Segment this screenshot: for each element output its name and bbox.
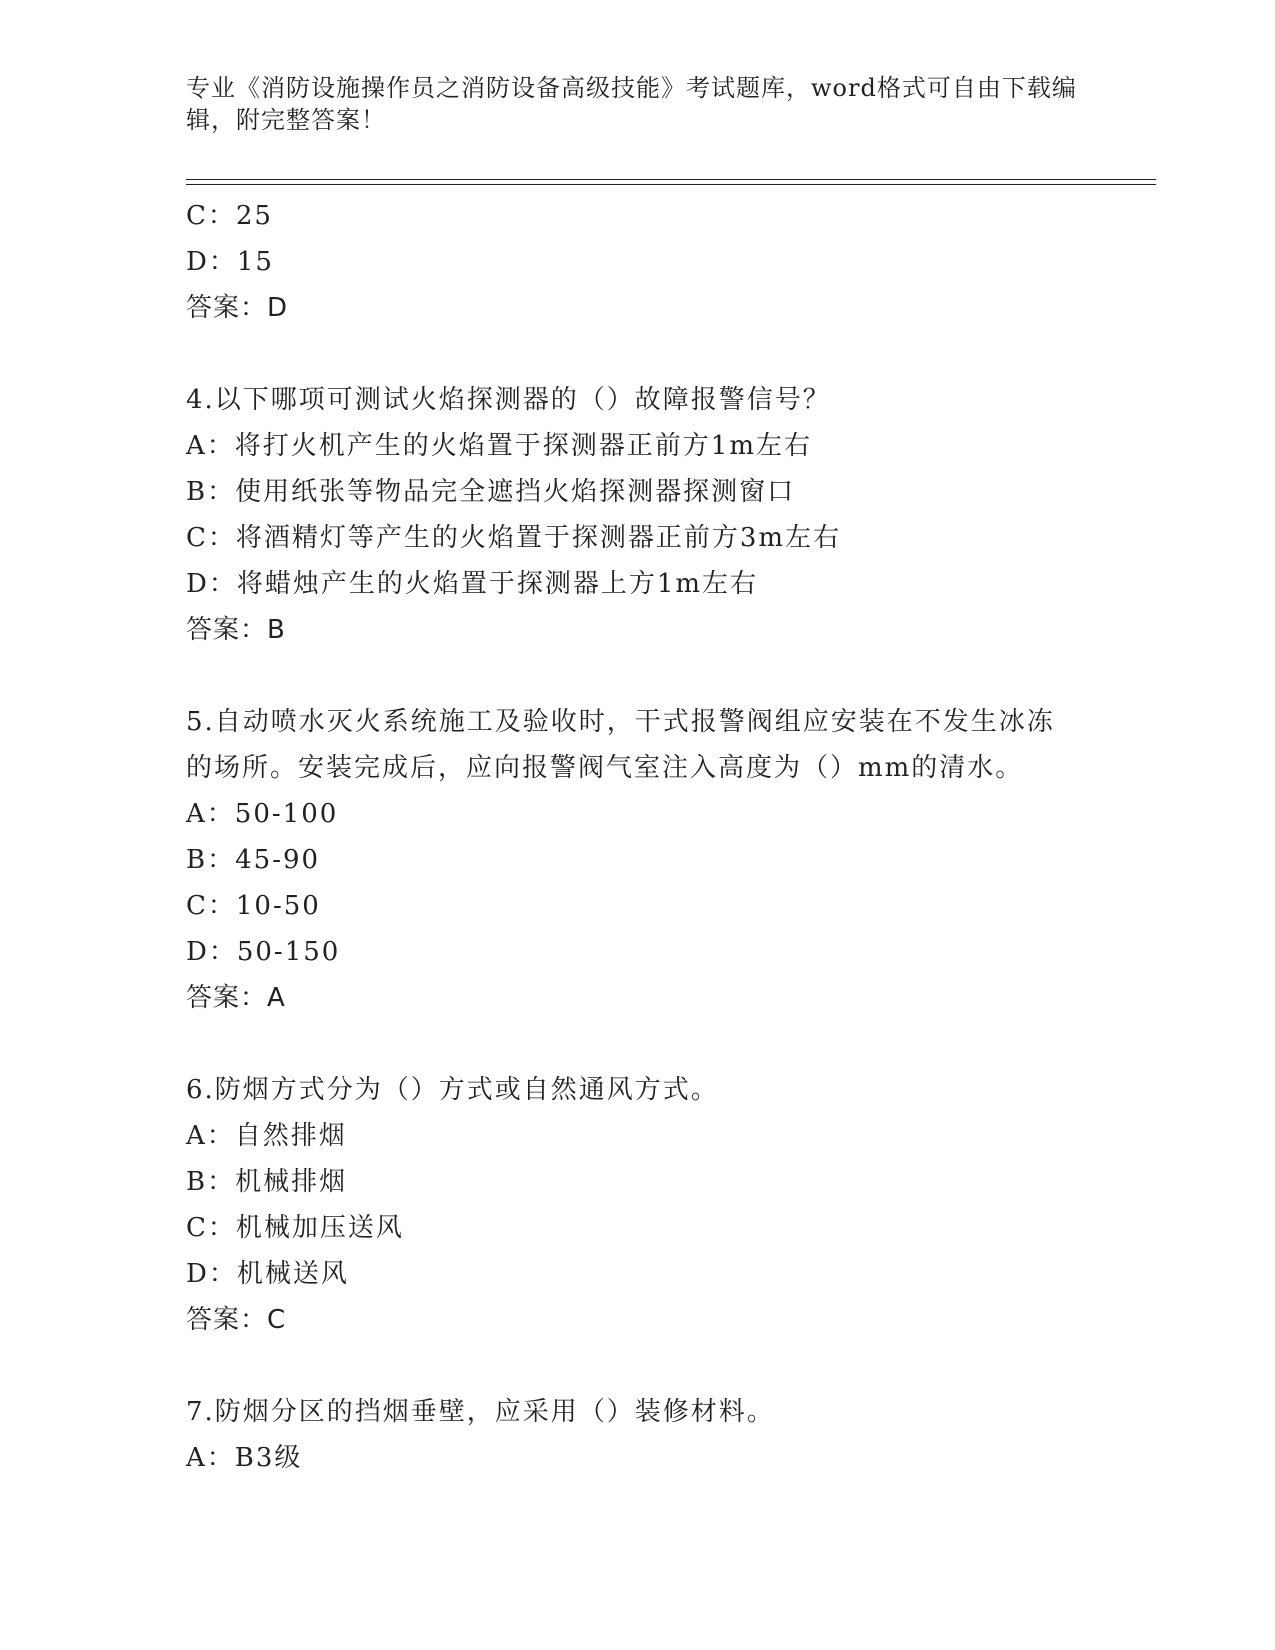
answer: 答案：A	[186, 983, 286, 1013]
option-b: B：45-90	[186, 845, 321, 875]
option-d: D：50-150	[186, 937, 341, 967]
question-text: 6.防烟方式分为（）方式或自然通风方式。	[186, 1075, 719, 1105]
option-a: A：B3级	[186, 1443, 303, 1473]
header-divider-bottom	[186, 184, 1156, 185]
option-c: C：10-50	[186, 891, 321, 921]
option-c: C：将酒精灯等产生的火焰置于探测器正前方3m左右	[186, 523, 842, 553]
document-header: 专业《消防设施操作员之消防设备高级技能》考试题库，word格式可自由下载编辑，附完整答案！	[186, 74, 1077, 134]
answer: 答案：C	[186, 1305, 287, 1335]
option-a: A：50-100	[186, 799, 339, 829]
question-5	[186, 699, 1086, 1021]
option-c: C：25	[186, 201, 273, 231]
question-text: 5.自动喷水灭火系统施工及验收时，干式报警阀组应安装在不发生冰冻的场所。安装完成后，应向报警阀气室注入高度为（）mm的清水。	[186, 707, 1055, 783]
option-d: D：15	[186, 247, 274, 277]
question-7	[186, 1389, 1086, 1481]
question-6	[186, 1067, 1086, 1343]
option-b: B：机械排烟	[186, 1167, 348, 1197]
header-divider-top	[186, 179, 1156, 180]
question-list	[186, 193, 1086, 1481]
answer: 答案：B	[186, 615, 286, 645]
question-4	[186, 377, 1086, 653]
option-d: D：机械送风	[186, 1259, 349, 1289]
question-3-continued	[186, 193, 1086, 331]
option-b: B：使用纸张等物品完全遮挡火焰探测器探测窗口	[186, 477, 796, 507]
question-text: 7.防烟分区的挡烟垂壁，应采用（）装修材料。	[186, 1397, 775, 1427]
option-c: C：机械加压送风	[186, 1213, 404, 1243]
question-text: 4.以下哪项可测试火焰探测器的（）故障报警信号？	[186, 385, 831, 415]
answer: 答案：D	[186, 293, 289, 323]
option-d: D：将蜡烛产生的火焰置于探测器上方1m左右	[186, 569, 759, 599]
option-a: A：自然排烟	[186, 1121, 347, 1151]
option-a: A：将打火机产生的火焰置于探测器正前方1m左右	[186, 431, 812, 461]
